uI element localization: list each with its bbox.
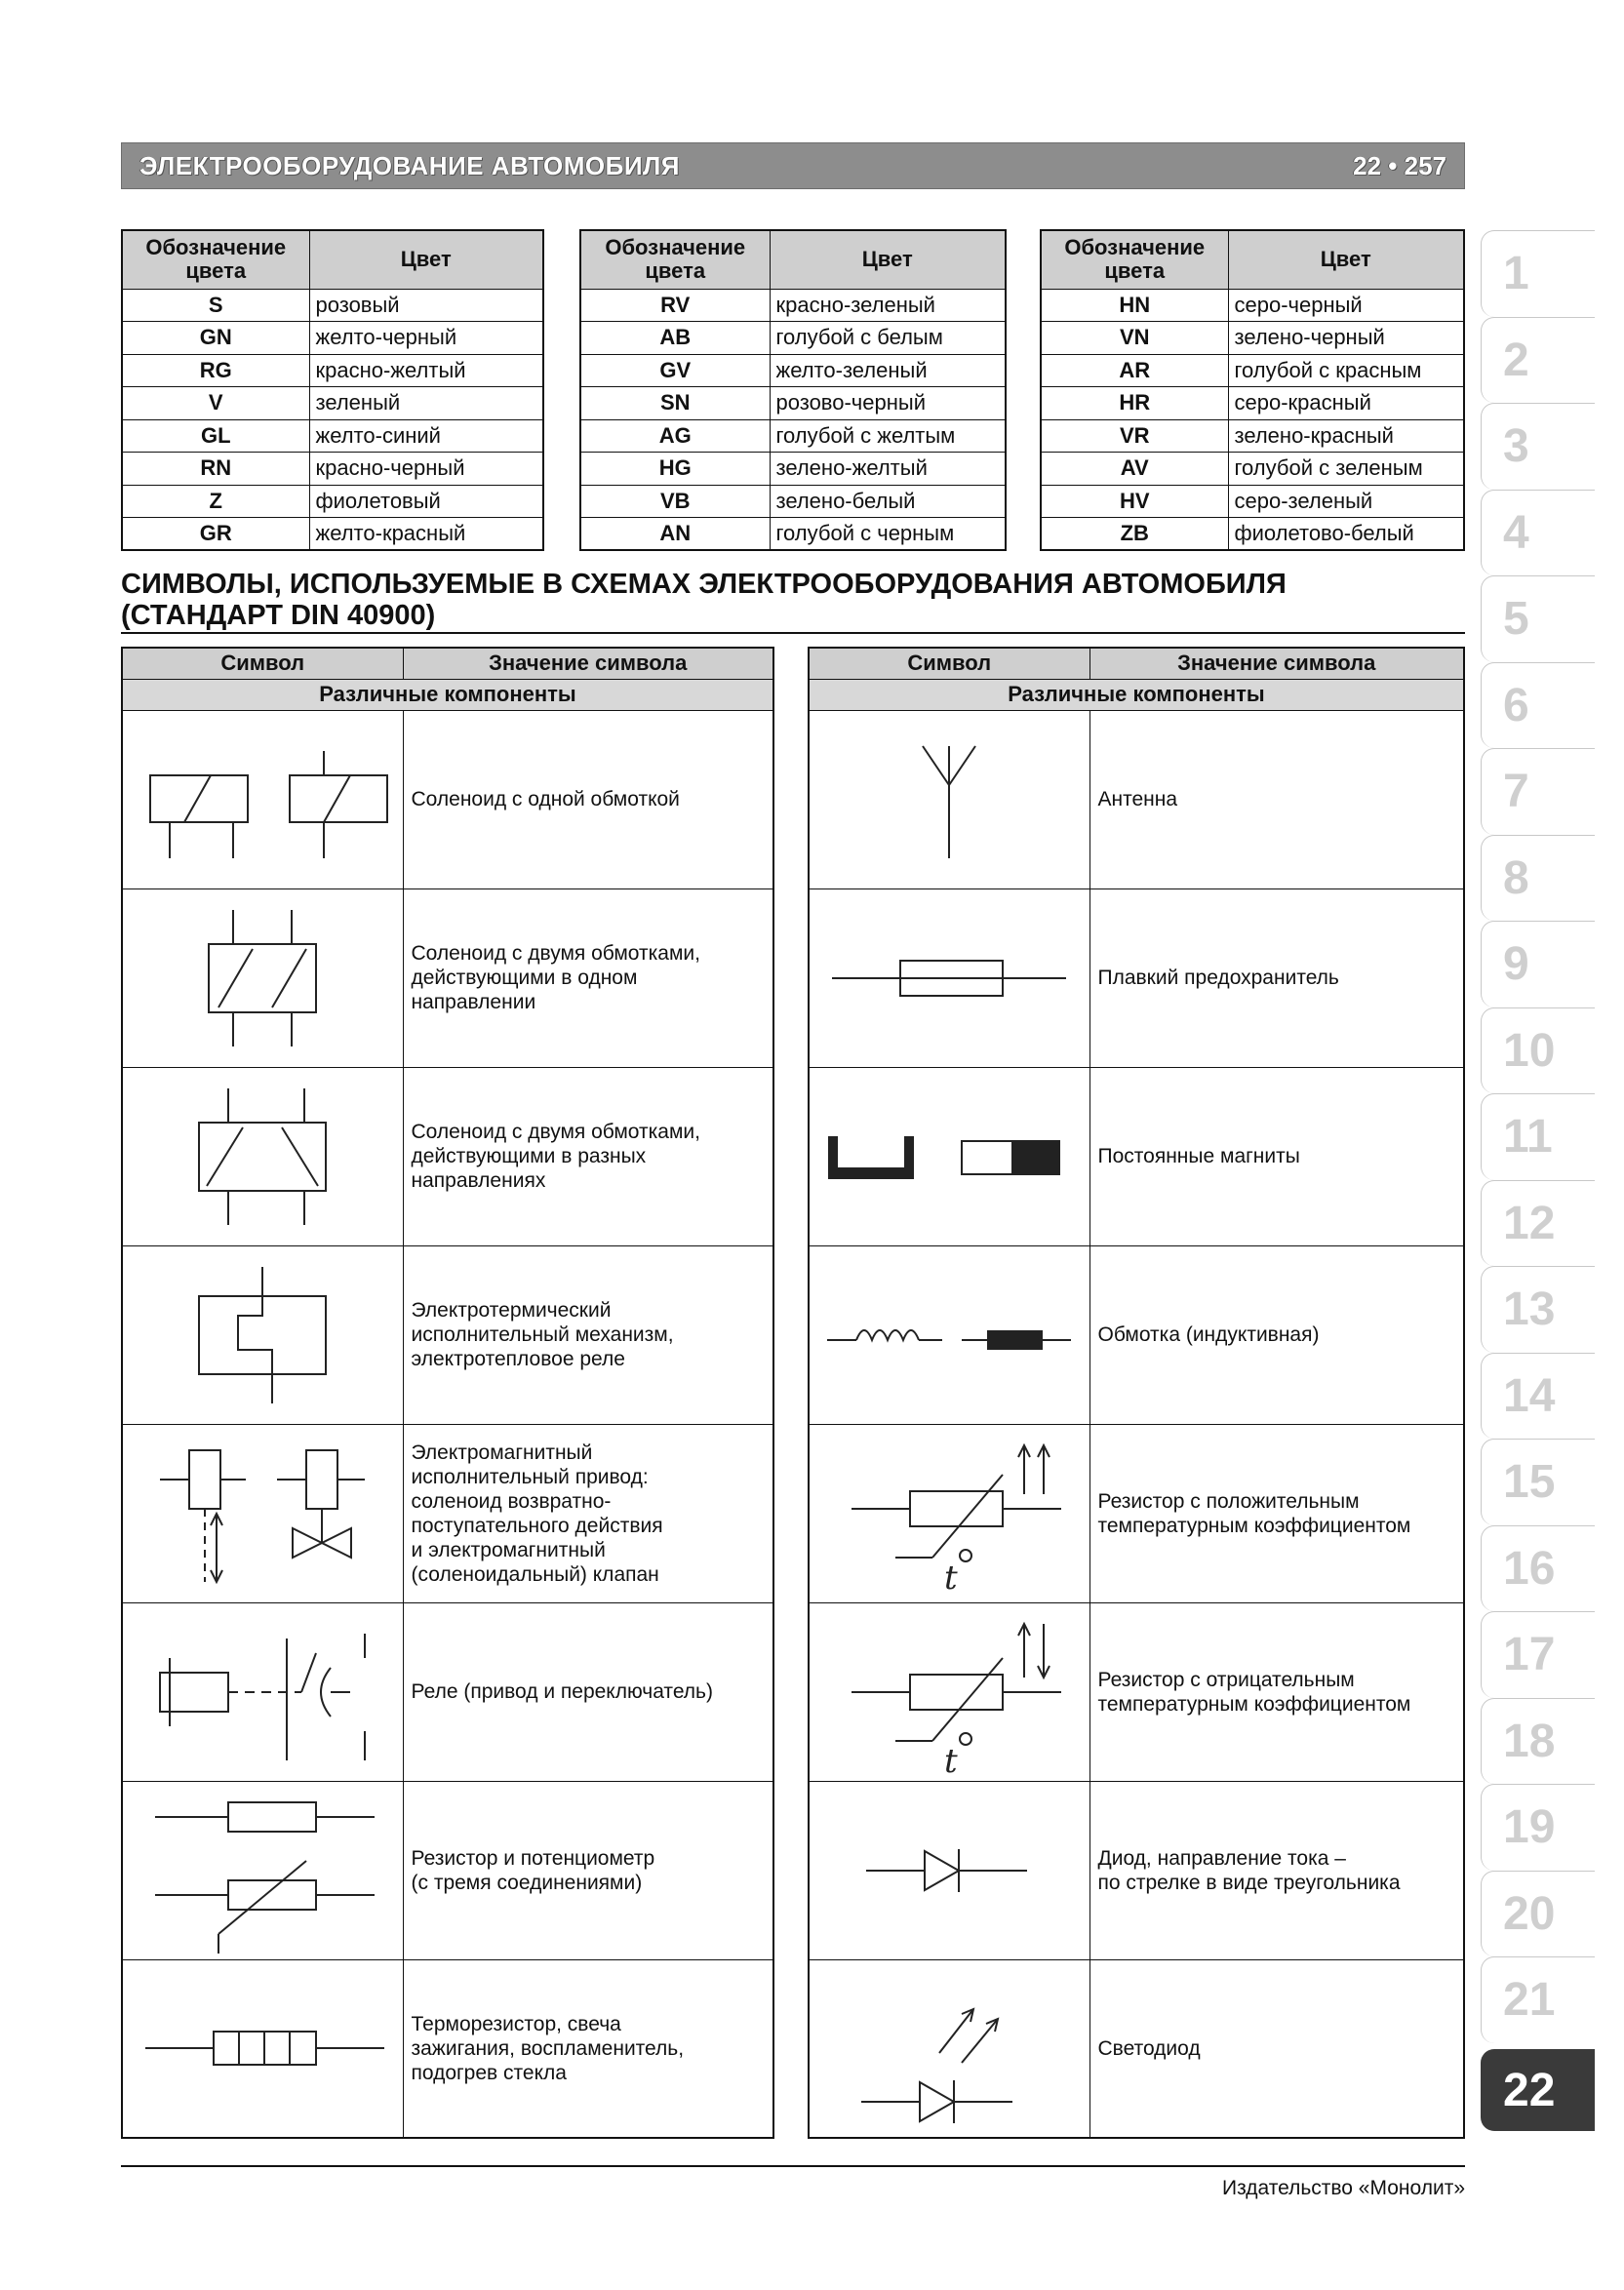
symbol-meaning-line: Терморезистор, свеча <box>411 2012 621 2035</box>
color-code-row <box>122 289 543 322</box>
solenoid-two-windings-opposite-direction-icon <box>122 1067 403 1245</box>
chapter-tab-5[interactable]: 5 <box>1481 575 1595 662</box>
thermoresistor-icon <box>122 1959 403 2138</box>
symbol-meaning-line: температурным коэффициентом <box>1097 1514 1411 1537</box>
page-number-value: 257 <box>1404 150 1446 180</box>
color-name: голубой с желтым <box>770 419 1006 453</box>
color-name: желто-синий <box>309 419 543 453</box>
color-code-row <box>580 485 1006 518</box>
chapter-tab-4[interactable]: 4 <box>1481 490 1595 576</box>
symbol-meaning <box>403 1781 773 1959</box>
symbol-row <box>809 1602 1464 1781</box>
color-code: Z <box>122 485 309 518</box>
led-icon <box>809 1959 1089 2138</box>
section-title-line-1: СИМВОЛЫ, ИСПОЛЬЗУЕМЫЕ В СХЕМАХ ЭЛЕКТРООБОРУДОВАНИЯ АВТОМОБИЛЯ <box>121 569 1287 600</box>
color-code: ZB <box>1041 518 1228 551</box>
color-code: AR <box>1041 354 1228 387</box>
color-code: AB <box>580 322 770 355</box>
symbol-row <box>809 1959 1464 2138</box>
footer-divider <box>121 2165 1465 2167</box>
color-code-row <box>122 518 543 551</box>
chapter-tab-17[interactable]: 17 <box>1481 1611 1595 1698</box>
color-name: голубой с черным <box>770 518 1006 551</box>
chapter-tab-14[interactable]: 14 <box>1481 1353 1595 1440</box>
color-code-row <box>580 289 1006 322</box>
symbol-row <box>809 888 1464 1067</box>
permanent-magnets-icon <box>809 1067 1089 1245</box>
symbol-meaning <box>403 1067 773 1245</box>
symbol-meaning <box>1089 1424 1464 1602</box>
symbol-meaning-line: Резистор с отрицательным <box>1097 1668 1355 1691</box>
color-code-row <box>1041 387 1464 420</box>
chapter-tab-21[interactable]: 21 <box>1481 1956 1595 2043</box>
symbol-table-left <box>121 647 774 2139</box>
symbol-meaning-line: поступательного действия <box>411 1514 663 1537</box>
symbol-meaning-line: температурным коэффициентом <box>1097 1692 1411 1716</box>
section-divider <box>121 632 1465 634</box>
chapter-tab-19[interactable]: 19 <box>1481 1784 1595 1871</box>
color-code: AN <box>580 518 770 551</box>
publisher-name: Издательство «Монолит» <box>1221 2177 1465 2199</box>
color-code: GN <box>122 322 309 355</box>
color-name: зелено-красный <box>1228 419 1464 453</box>
chapter-tab-7[interactable]: 7 <box>1481 748 1595 835</box>
symbol-meaning-line: направлениях <box>411 1169 546 1192</box>
symbol-meaning-line: Реле (привод и переключатель) <box>411 1680 713 1703</box>
color-name: серо-зеленый <box>1228 485 1464 518</box>
solenoid-single-winding-icon <box>122 710 403 888</box>
chapter-tab-20[interactable]: 20 <box>1481 1871 1595 1957</box>
chapter-tab-18[interactable]: 18 <box>1481 1698 1595 1785</box>
symbol-meaning <box>1089 1245 1464 1424</box>
resistor-potentiometer-icon <box>122 1781 403 1959</box>
symbol-meaning-line: Антенна <box>1097 788 1178 810</box>
color-name: зелено-белый <box>770 485 1006 518</box>
symbol-meaning <box>1089 1781 1464 1959</box>
symbol-row <box>809 1245 1464 1424</box>
antenna-icon <box>809 710 1089 888</box>
symbol-meaning <box>403 888 773 1067</box>
color-code-row <box>1041 322 1464 355</box>
color-code: SN <box>580 387 770 420</box>
symbol-meaning-line: Электротермический <box>411 1299 612 1322</box>
color-code: RN <box>122 453 309 486</box>
column-header-code: Обозначение цвета <box>580 230 770 289</box>
symbol-row <box>122 1424 773 1602</box>
symbol-meaning <box>403 1245 773 1424</box>
solenoid-two-windings-same-direction-icon <box>122 888 403 1067</box>
color-code-row <box>580 322 1006 355</box>
color-code-row <box>1041 518 1464 551</box>
color-code-table-1 <box>121 229 544 551</box>
symbol-meaning-line: исполнительный привод: <box>411 1465 649 1488</box>
section-title <box>121 569 1287 631</box>
chapter-tab-11[interactable]: 11 <box>1481 1093 1595 1180</box>
color-code-row <box>580 419 1006 453</box>
chapter-number: 22 <box>1353 150 1382 180</box>
color-code: GR <box>122 518 309 551</box>
symbol-meaning <box>1089 1959 1464 2138</box>
color-code-row <box>1041 419 1464 453</box>
color-name: красно-желтый <box>309 354 543 387</box>
color-code-row <box>1041 485 1464 518</box>
symbol-meaning-line: Светодиод <box>1097 2036 1201 2060</box>
column-header-meaning: Значение символа <box>1089 648 1464 679</box>
color-code-row <box>122 453 543 486</box>
color-name: зеленый <box>309 387 543 420</box>
symbol-meaning-line: соленоид возвратно- <box>411 1489 612 1513</box>
symbol-row <box>809 1781 1464 1959</box>
svg-text:t: t <box>944 1558 958 1597</box>
symbol-meaning-line: (соленоидальный) клапан <box>411 1562 659 1586</box>
symbol-meaning-line: действующими в одном <box>411 967 638 989</box>
symbol-meaning <box>1089 888 1464 1067</box>
symbol-meaning-line: направлении <box>411 991 536 1013</box>
color-name: серо-черный <box>1228 289 1464 322</box>
color-code: GL <box>122 419 309 453</box>
column-header-symbol: Символ <box>122 648 403 679</box>
color-name: розово-черный <box>770 387 1006 420</box>
ntc-resistor-icon <box>809 1602 1089 1781</box>
color-name: желто-красный <box>309 518 543 551</box>
chapter-tab-1[interactable]: 1 <box>1481 230 1595 317</box>
color-name: желто-черный <box>309 322 543 355</box>
symbol-meaning-line: Постоянные магниты <box>1097 1145 1300 1167</box>
symbol-meaning <box>403 710 773 888</box>
color-code-table-3 <box>1040 229 1465 551</box>
chapter-tab-10[interactable]: 10 <box>1481 1007 1595 1094</box>
column-header-code: Обозначение цвета <box>1041 230 1228 289</box>
symbol-meaning-line: исполнительный механизм, <box>411 1323 674 1346</box>
section-title-line-2: (СТАНДАРТ DIN 40900) <box>121 600 436 631</box>
chapter-tab-12[interactable]: 12 <box>1481 1180 1595 1267</box>
symbol-meaning-line: по стрелке в виде треугольника <box>1097 1871 1401 1894</box>
color-name: фиолетовый <box>309 485 543 518</box>
color-name: серо-красный <box>1228 387 1464 420</box>
color-code-row <box>580 518 1006 551</box>
color-code: V <box>122 387 309 420</box>
color-code-row <box>1041 289 1464 322</box>
color-code: RG <box>122 354 309 387</box>
color-code: VR <box>1041 419 1228 453</box>
thermal-actuator-icon <box>122 1245 403 1424</box>
symbol-row <box>122 1067 773 1245</box>
color-name: голубой с белым <box>770 322 1006 355</box>
inductive-winding-icon <box>809 1245 1089 1424</box>
diode-icon <box>809 1781 1089 1959</box>
column-header-color: Цвет <box>770 230 1006 289</box>
chapter-title: ЭЛЕКТРООБОРУДОВАНИЕ АВТОМОБИЛЯ <box>139 150 680 180</box>
symbol-row <box>122 710 773 888</box>
color-name: фиолетово-белый <box>1228 518 1464 551</box>
color-code: HR <box>1041 387 1228 420</box>
electromagnetic-actuator-valve-icon <box>122 1424 403 1602</box>
column-header-color: Цвет <box>309 230 543 289</box>
color-code-row <box>122 322 543 355</box>
symbol-row <box>122 1602 773 1781</box>
symbol-meaning-line: Электромагнитный <box>411 1441 593 1464</box>
chapter-tab-15[interactable]: 15 <box>1481 1439 1595 1525</box>
symbol-meaning <box>1089 1602 1464 1781</box>
symbol-meaning <box>403 1602 773 1781</box>
color-code: RV <box>580 289 770 322</box>
symbol-meaning-line: (с тремя соединениями) <box>411 1871 643 1894</box>
symbol-row <box>122 1245 773 1424</box>
color-code: AV <box>1041 453 1228 486</box>
symbol-meaning-line: подогрев стекла <box>411 2061 567 2084</box>
color-code: HV <box>1041 485 1228 518</box>
symbol-row <box>122 888 773 1067</box>
symbol-meaning-line: Соленоид с двумя обмотками, <box>411 1121 700 1143</box>
color-code-row <box>122 485 543 518</box>
color-code-row <box>1041 453 1464 486</box>
svg-text:t: t <box>944 1741 958 1775</box>
chapter-tab-22[interactable]: 22 <box>1481 2049 1595 2131</box>
symbol-row <box>809 710 1464 888</box>
color-code-row <box>122 419 543 453</box>
color-code-row <box>580 387 1006 420</box>
symbol-row <box>122 1959 773 2138</box>
chapter-tab-16[interactable]: 16 <box>1481 1525 1595 1612</box>
symbol-meaning <box>403 1959 773 2138</box>
symbol-table-right <box>808 647 1465 2139</box>
page-number <box>1353 151 1446 181</box>
symbol-meaning-line: Диод, направление тока – <box>1097 1846 1346 1870</box>
chapter-tab-6[interactable]: 6 <box>1481 662 1595 749</box>
symbol-row <box>122 1781 773 1959</box>
symbol-meaning-line: Плавкий предохранитель <box>1097 967 1339 989</box>
symbol-meaning-line: Соленоид с одной обмоткой <box>411 788 680 810</box>
symbol-row <box>809 1424 1464 1602</box>
symbol-meaning <box>403 1424 773 1602</box>
color-code: VN <box>1041 322 1228 355</box>
symbol-meaning-line: действующими в разных <box>411 1145 647 1167</box>
color-code: VB <box>580 485 770 518</box>
color-code-row <box>580 453 1006 486</box>
symbol-meaning-line: Обмотка (индуктивная) <box>1097 1323 1320 1346</box>
column-header-symbol: Символ <box>809 648 1089 679</box>
symbol-meaning-line: электротепловое реле <box>411 1348 625 1370</box>
symbol-meaning-line: Резистор с положительным <box>1097 1489 1360 1513</box>
color-name: голубой с зеленым <box>1228 453 1464 486</box>
color-code-row <box>580 354 1006 387</box>
chapter-tabs <box>1481 230 1595 2131</box>
fuse-icon <box>809 888 1089 1067</box>
symbol-meaning-line: и электромагнитный <box>411 1538 606 1561</box>
chapter-tab-9[interactable]: 9 <box>1481 921 1595 1007</box>
symbol-meaning <box>1089 1067 1464 1245</box>
color-name: зелено-черный <box>1228 322 1464 355</box>
symbol-row <box>809 1067 1464 1245</box>
page-separator: • <box>1388 150 1398 180</box>
chapter-header-bar <box>121 142 1465 189</box>
column-header-color: Цвет <box>1228 230 1464 289</box>
chapter-tab-13[interactable]: 13 <box>1481 1266 1595 1353</box>
symbol-meaning-line: Соленоид с двумя обмотками, <box>411 942 700 965</box>
column-header-meaning: Значение символа <box>403 648 773 679</box>
color-code: HG <box>580 453 770 486</box>
color-name: красно-зеленый <box>770 289 1006 322</box>
chapter-tab-8[interactable]: 8 <box>1481 835 1595 922</box>
color-code-row <box>122 387 543 420</box>
color-code-row <box>122 354 543 387</box>
color-name: желто-зеленый <box>770 354 1006 387</box>
symbol-meaning <box>1089 710 1464 888</box>
subheader-components: Различные компоненты <box>809 679 1464 710</box>
color-code: AG <box>580 419 770 453</box>
symbol-meaning-line: Резистор и потенциометр <box>411 1846 655 1870</box>
ptc-resistor-icon <box>809 1424 1089 1602</box>
color-name: зелено-желтый <box>770 453 1006 486</box>
chapter-tab-3[interactable]: 3 <box>1481 403 1595 490</box>
color-code: HN <box>1041 289 1228 322</box>
color-code-row <box>1041 354 1464 387</box>
color-code-table-2 <box>579 229 1007 551</box>
color-code: S <box>122 289 309 322</box>
symbol-meaning-line: зажигания, воспламенитель, <box>411 2036 685 2060</box>
color-name: красно-черный <box>309 453 543 486</box>
column-header-code: Обозначение цвета <box>122 230 309 289</box>
chapter-tab-2[interactable]: 2 <box>1481 317 1595 404</box>
relay-icon <box>122 1602 403 1781</box>
color-code: GV <box>580 354 770 387</box>
color-name: розовый <box>309 289 543 322</box>
color-name: голубой с красным <box>1228 354 1464 387</box>
subheader-components: Различные компоненты <box>122 679 773 710</box>
